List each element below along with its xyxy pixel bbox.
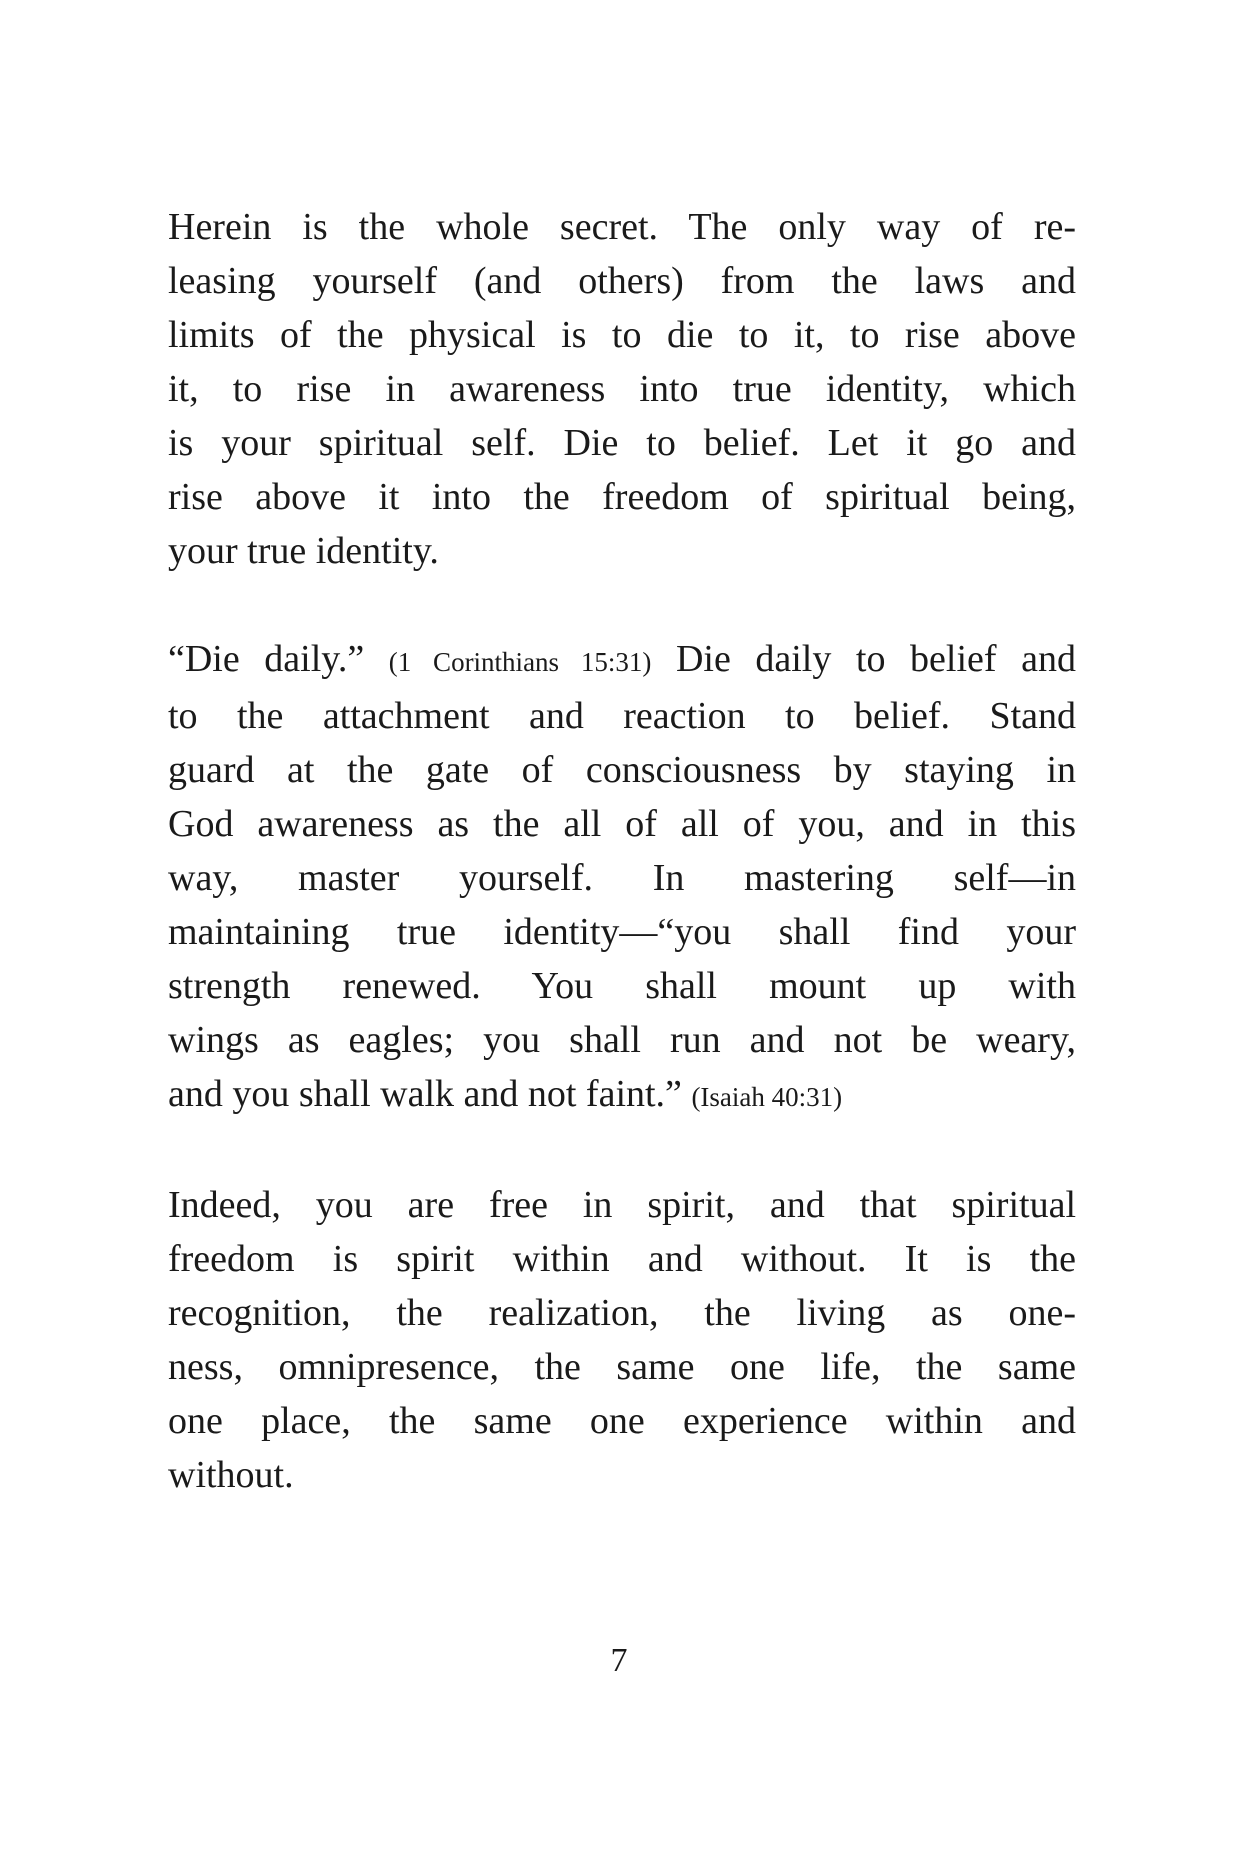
text-segment: Indeed, you are free in spirit, and that spiritual (168, 1184, 1076, 1226)
text-line (168, 1178, 1076, 1232)
text-segment: wings as eagles; you shall run and not be weary, (168, 1019, 1076, 1061)
text-line (168, 797, 1076, 851)
text-line (168, 254, 1076, 308)
text-line (168, 1340, 1076, 1394)
text-line (168, 200, 1076, 254)
text-line (168, 632, 1076, 689)
text-line (168, 1013, 1076, 1067)
text-line (168, 905, 1076, 959)
text-segment: to the attachment and reaction to belief. Stand (168, 695, 1076, 737)
text-segment: guard at the gate of consciousness by staying in (168, 749, 1076, 791)
text-line (168, 1394, 1076, 1448)
text-segment: maintaining true identity—“you shall find your (168, 911, 1076, 953)
text-line (168, 362, 1076, 416)
text-line (168, 470, 1076, 524)
text-segment: strength renewed. You shall mount up with (168, 965, 1076, 1007)
text-line (168, 524, 1076, 578)
scripture-citation: (1 Corinthians 15:31) (388, 647, 652, 677)
text-segment: one place, the same one experience within and (168, 1400, 1076, 1442)
text-segment: without. (168, 1454, 294, 1496)
text-segment: your true identity. (168, 530, 439, 572)
text-segment: way, master yourself. In mastering self—in (168, 857, 1076, 899)
text-segment: leasing yourself (and others) from the laws and (168, 260, 1076, 302)
text-line (168, 743, 1076, 797)
text-segment: it, to rise in awareness into true identity, which (168, 368, 1076, 410)
text-segment: freedom is spirit within and without. It is the (168, 1238, 1076, 1280)
text-line (168, 689, 1076, 743)
text-segment: limits of the physical is to die to it, to rise above (168, 314, 1076, 356)
paragraph (168, 1178, 1076, 1502)
text-segment: ness, omnipresence, the same one life, the same (168, 1346, 1076, 1388)
text-line (168, 1067, 1076, 1124)
text-line (168, 1232, 1076, 1286)
text-segment: God awareness as the all of all of you, and in this (168, 803, 1076, 845)
text-line (168, 308, 1076, 362)
text-segment: is your spiritual self. Die to belief. Let it go and (168, 422, 1076, 464)
text-line (168, 1448, 1076, 1502)
paragraph (168, 200, 1076, 578)
text-line (168, 416, 1076, 470)
text-block (168, 200, 1076, 1502)
text-segment: and you shall walk and not faint.” (168, 1073, 692, 1115)
paragraph (168, 632, 1076, 1124)
text-line (168, 851, 1076, 905)
scripture-citation: (Isaiah 40:31) (691, 1082, 843, 1112)
text-segment: Herein is the whole secret. The only way of re- (168, 206, 1076, 248)
page-number: 7 (610, 1642, 628, 1679)
text-segment: recognition, the realization, the living as one- (168, 1292, 1076, 1334)
text-line (168, 1286, 1076, 1340)
text-segment: rise above it into the freedom of spiritual being, (168, 476, 1076, 518)
text-line (168, 959, 1076, 1013)
text-segment: Die daily to belief and (651, 638, 1076, 680)
text-segment: “Die daily.” (168, 638, 389, 680)
